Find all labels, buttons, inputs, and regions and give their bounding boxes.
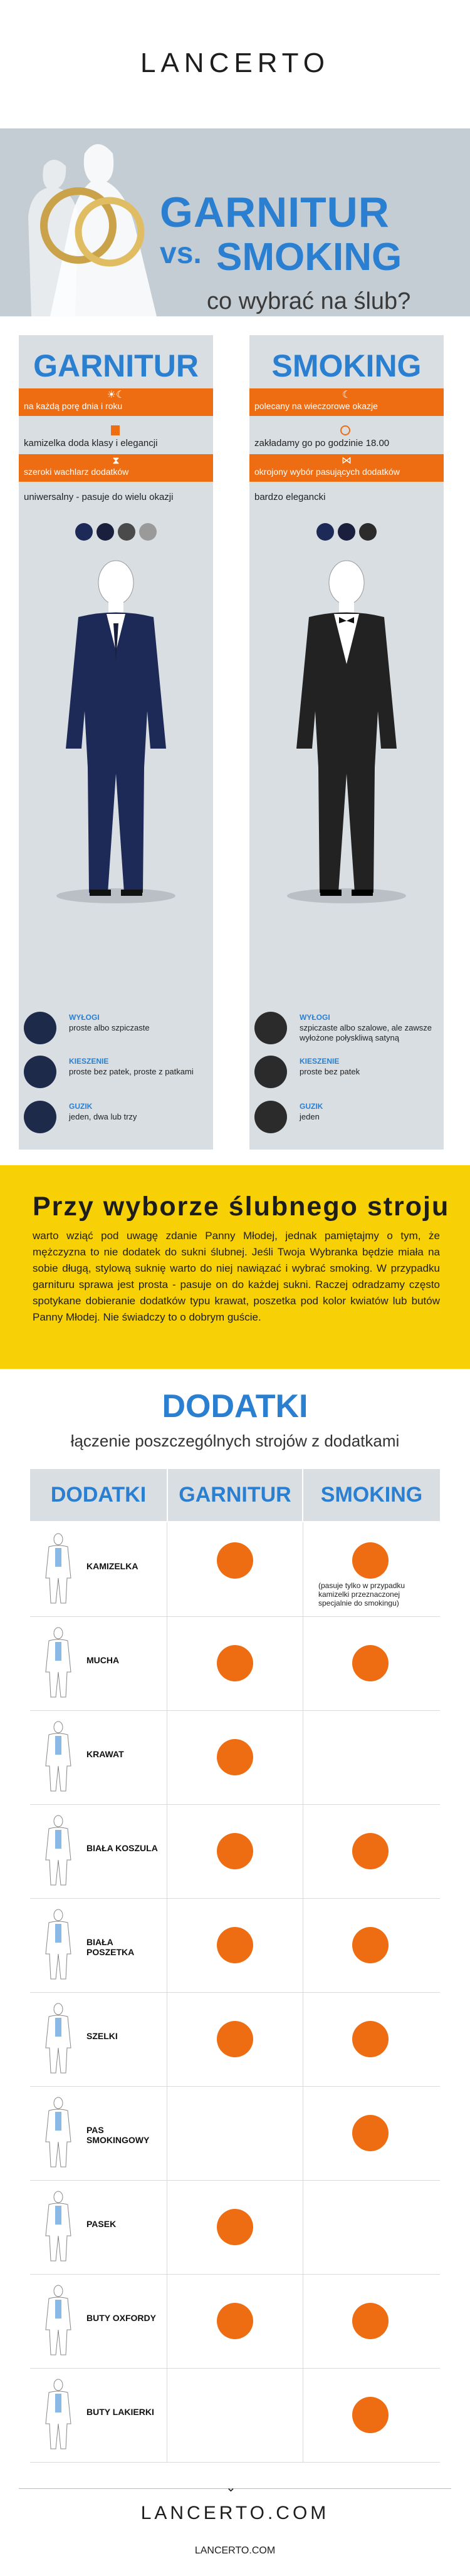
garnitur-detail-pockets: KIESZENIE proste bez patek, proste z patkami: [19, 1056, 213, 1089]
clock-icon: [340, 425, 350, 435]
accessory-label: BUTY OXFORDY: [86, 2313, 156, 2323]
accessory-note: (pasuje tylko w przypadku kamizelki przeznaczonej specjalnie do smokingu): [318, 1581, 405, 1607]
smoking-feature-1: ☾ polecany na wieczorowe okazje: [249, 388, 444, 416]
tie-icon: ⧗: [112, 455, 120, 466]
table-row: [30, 1522, 440, 1617]
smoking-match-dot: [352, 2021, 389, 2057]
accessories-title: DODATKI: [162, 1388, 308, 1425]
mini-suit-icon: [43, 2002, 74, 2077]
accessory-label: PASEK: [86, 2219, 117, 2229]
accessory-label: BIAŁA KOSZULA: [86, 1843, 158, 1853]
hero-vs: vs.: [160, 237, 202, 270]
hero-subtitle: co wybrać na ślub?: [207, 288, 411, 314]
brand-logo: LANCERTO: [140, 48, 330, 78]
smoking-color-swatches: [249, 523, 444, 544]
bowtie-icon: ⋈: [342, 455, 352, 466]
accessory-label: BIAŁA POSZETKA: [86, 1937, 135, 1957]
table-row: [30, 1898, 440, 1993]
smoking-detail-button: GUZIK jeden: [249, 1101, 444, 1135]
mini-suit-icon: [43, 2283, 74, 2359]
accessory-label: BUTY LAKIERKI: [86, 2407, 154, 2417]
garnitur-feature-3: ⧗ szeroki wachlarz dodatków: [19, 454, 213, 482]
garnitur-feature-2: kamizelka doda klasy i elegancji: [24, 438, 158, 449]
wedding-rings-icon: [31, 166, 157, 285]
garnitur-match-dot: [217, 1542, 253, 1579]
swatch-navy: [316, 523, 334, 541]
smoking-match-dot: [352, 2397, 389, 2433]
garnitur-color-swatches: [19, 523, 213, 544]
garnitur-match-dot: [217, 2209, 253, 2245]
hero-title-garnitur: GARNITUR: [160, 189, 390, 236]
smoking-title: SMOKING: [271, 348, 422, 383]
info-body: warto wziąć pod uwagę zdanie Panny Młodej, jednak pamiętajmy o tym, że mężczyzna to nie dodatek do sukni ślubnej. Jeśli Twoja Wybranka będzie miała na sobie długą, stylową suknię warto do niej nawiązać i wybrać smoking. W przypadku garnituru sprawa jest prosta - pasuje on do każdej sukni. Raczej odradzamy często spotykane dobieranie dodatków typu krawat, poszetka pod kolor kwiatów lub butów Panny Młodej. Nie świadczy to o dobrym guście.: [33, 1230, 440, 1323]
column-divider: [230, 335, 238, 1150]
accessory-label: KRAWAT: [86, 1749, 124, 1759]
sun-moon-icon: ☀☾: [107, 390, 125, 400]
button-icon: [254, 1101, 287, 1133]
garnitur-feature-1: ☀☾ na każdą porę dnia i roku: [19, 388, 213, 416]
pocket-icon: [254, 1056, 287, 1088]
smoking-match-dot: [352, 2303, 389, 2339]
swatch-dark-navy: [97, 523, 114, 541]
lapel-icon: [254, 1012, 287, 1044]
smoking-match-dot: [352, 2115, 389, 2151]
smoking-detail-lapels: WYŁOGI szpiczaste albo szalowe, ale zawsze wyłożone połyskliwą satyną: [249, 1012, 444, 1046]
garnitur-match-dot: [217, 1927, 253, 1963]
smoking-detail-pockets: KIESZENIE proste bez patek: [249, 1056, 444, 1089]
button-icon: [24, 1101, 56, 1133]
garnitur-detail-lapels: WYŁOGI proste albo szpiczaste: [19, 1012, 213, 1046]
smoking-feature-4: bardzo elegancki: [254, 492, 326, 502]
swatch-navy: [75, 523, 93, 541]
footer-url[interactable]: LANCERTO.COM: [194, 2545, 276, 2556]
moon-icon: ☾: [342, 390, 352, 400]
table-row: [30, 1992, 440, 2087]
info-block: [0, 1165, 470, 1369]
table-row: [30, 1804, 440, 1899]
lapel-icon: [24, 1012, 56, 1044]
garnitur-panel: [19, 335, 213, 1150]
accessories-subtitle: łączenie poszczególnych strojów z dodatkami: [70, 1431, 400, 1450]
mini-suit-icon: [43, 2377, 74, 2453]
table-row: [30, 1710, 440, 1805]
table-row: [30, 2368, 440, 2463]
garnitur-title: GARNITUR: [33, 348, 199, 383]
info-heading: Przy wyborze ślubnego stroju: [33, 1192, 450, 1222]
hero-banner: [0, 128, 470, 316]
header-smoking: SMOKING: [303, 1469, 440, 1521]
smoking-match-dot: [352, 1927, 389, 1963]
header-dodatki: DODATKI: [30, 1469, 167, 1521]
table-row: [30, 2180, 440, 2275]
smoking-match-dot: [352, 1645, 389, 1681]
smoking-match-dot: [352, 1542, 389, 1579]
garnitur-match-dot: [217, 1645, 253, 1681]
table-row: [30, 1616, 440, 1711]
garnitur-feature-4: uniwersalny - pasuje do wielu okazji: [24, 492, 174, 502]
vest-icon: [111, 425, 120, 435]
footer-logo: LANCERTO.COM: [140, 2503, 330, 2523]
header-garnitur: GARNITUR: [168, 1469, 302, 1521]
tuxedo-figure: [284, 554, 409, 905]
garnitur-match-dot: [217, 2303, 253, 2339]
swatch-dark-navy: [338, 523, 355, 541]
swatch-black: [359, 523, 377, 541]
garnitur-match-dot: [217, 2021, 253, 2057]
smoking-match-dot: [352, 1833, 389, 1869]
swatch-graphite: [118, 523, 135, 541]
mini-suit-icon: [43, 1532, 74, 1607]
mini-suit-icon: [43, 1626, 74, 1701]
accessory-label: SZELKI: [86, 2031, 118, 2041]
smoking-feature-2: zakładamy go po godzinie 18.00: [254, 438, 390, 449]
suit-figure: [53, 554, 179, 905]
swatch-grey: [139, 523, 157, 541]
mini-suit-icon: [43, 1720, 74, 1795]
hero-title-smoking: SMOKING: [216, 236, 402, 279]
accessory-label: KAMIZELKA: [86, 1561, 138, 1571]
accessory-label: MUCHA: [86, 1655, 120, 1665]
garnitur-match-dot: [217, 1833, 253, 1869]
mini-suit-icon: [43, 2189, 74, 2265]
mini-suit-icon: [43, 2096, 74, 2171]
accessory-label: PAS SMOKINGOWY: [86, 2125, 150, 2145]
table-row: [30, 2086, 440, 2181]
pocket-icon: [24, 1056, 56, 1088]
garnitur-detail-button: GUZIK jeden, dwa lub trzy: [19, 1101, 213, 1135]
garnitur-match-dot: [217, 1739, 253, 1775]
smoking-panel: [249, 335, 444, 1150]
table-row: [30, 2274, 440, 2369]
mini-suit-icon: [43, 1814, 74, 1889]
smoking-feature-3: ⋈ okrojony wybór pasujących dodatków: [249, 454, 444, 482]
mini-suit-icon: [43, 1908, 74, 1983]
chevron-down-icon: ⌄: [226, 2481, 236, 2495]
